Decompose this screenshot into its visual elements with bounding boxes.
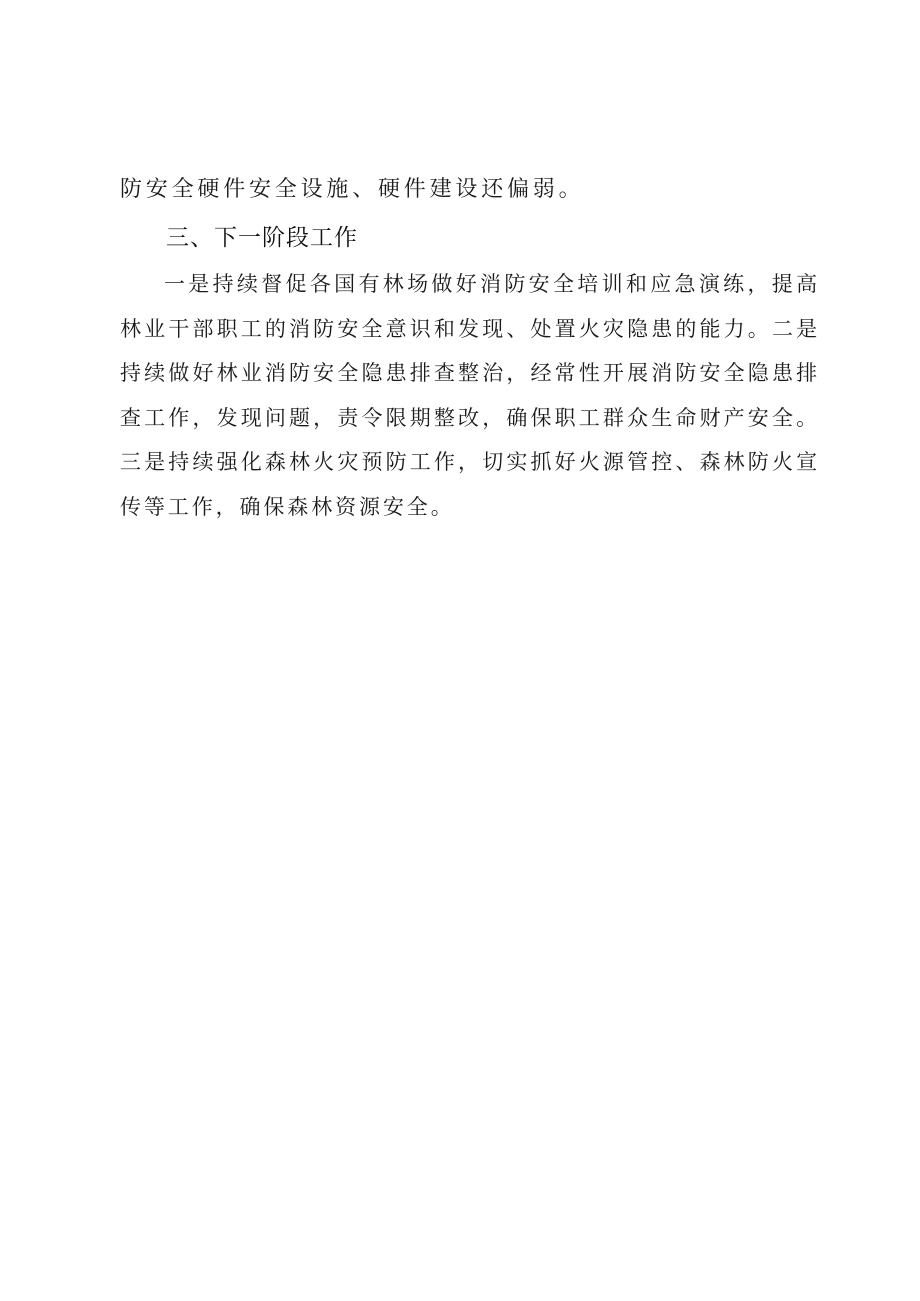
body-paragraph: 一是持续督促各国有林场做好消防安全培训和应急演练，提高林业干部职工的消防安全意识和发现、处置火灾隐患的能力。二是持续做好林业消防安全隐患排查整治，经常性开展消防安全隐患排查工作，发现问题，责令限期整改，确保职工群众生命财产安全。三是持续强化森林火灾预防工作，切实抓好火源管控、森林防火宣传等工作，确保森林资源安全。 (120, 272, 820, 519)
section-heading: 三、下一阶段工作 (166, 225, 358, 251)
continued-text: 防安全硬件安全设施、硬件建设还偏弱。 (120, 177, 585, 202)
document-body (120, 168, 820, 529)
